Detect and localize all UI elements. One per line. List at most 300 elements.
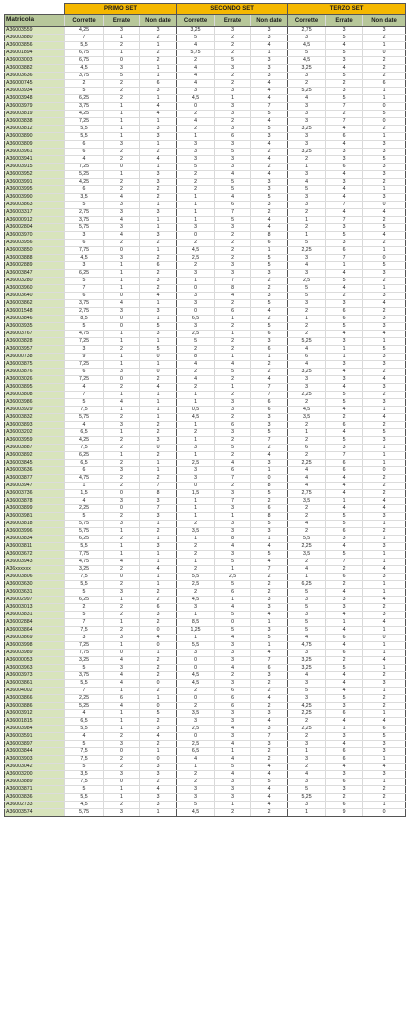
corrette-cell: 3,5 (177, 528, 215, 536)
table-row (5, 634, 406, 642)
corrette-cell: 4 (288, 672, 326, 680)
errate-cell: 2 (104, 156, 140, 164)
errate-cell: 4 (326, 209, 363, 217)
matricola-cell: A36003869 (5, 634, 65, 642)
errate-cell: 3 (215, 778, 251, 786)
non-date-cell: 6 (363, 725, 406, 733)
corrette-cell: 5 (65, 513, 104, 521)
table-row (5, 270, 406, 278)
non-date-cell: 3 (251, 57, 288, 65)
corrette-cell: 4 (177, 376, 215, 384)
table-row (5, 72, 406, 80)
non-date-cell: 4 (251, 771, 288, 779)
corrette-cell: 5 (288, 292, 326, 300)
non-date-cell: 2 (140, 186, 177, 194)
non-date-cell: 3 (251, 292, 288, 300)
non-date-cell: 5 (251, 110, 288, 118)
matricola-cell: A36003890 (5, 133, 65, 141)
errate-cell: 6 (215, 421, 251, 429)
table-row (5, 330, 406, 338)
non-date-cell: 3 (140, 87, 177, 95)
table-row (5, 57, 406, 65)
matricola-cell: A36003947 (5, 482, 65, 490)
non-date-cell: 2 (140, 475, 177, 483)
non-date-cell: 3 (363, 27, 406, 35)
non-date-cell: 2 (251, 581, 288, 589)
matricola-cell: A36003989 (5, 649, 65, 657)
corrette-cell: 5 (177, 801, 215, 809)
errate-cell: 5 (215, 611, 251, 619)
non-date-cell: 4 (363, 596, 406, 604)
non-date-cell: 1 (140, 467, 177, 475)
non-date-cell: 3 (251, 72, 288, 80)
matricola-cell: A36002884 (5, 619, 65, 627)
errate-cell: 2 (104, 239, 140, 247)
errate-cell: 2 (104, 801, 140, 809)
corrette-cell: 3 (288, 383, 326, 391)
corrette-cell: 4,5 (65, 801, 104, 809)
errate-cell: 1 (215, 383, 251, 391)
corrette-cell: 2 (177, 588, 215, 596)
corrette-cell: 5,5 (65, 581, 104, 589)
matricola-cell: A36003862 (5, 300, 65, 308)
errate-cell: 3 (326, 596, 363, 604)
errate-cell: 6 (215, 588, 251, 596)
corrette-cell: 1,25 (177, 626, 215, 634)
errate-cell: 1 (104, 718, 140, 726)
corrette-cell: 5,75 (65, 224, 104, 232)
errate-cell: 5 (326, 323, 363, 331)
corrette-cell: 2,25 (288, 247, 326, 255)
table-row (5, 315, 406, 323)
corrette-cell: 4 (288, 634, 326, 642)
non-date-cell: 4 (140, 634, 177, 642)
corrette-cell: 1 (177, 634, 215, 642)
non-date-cell: 2 (140, 254, 177, 262)
non-date-cell: 1 (140, 459, 177, 467)
table-row (5, 156, 406, 164)
non-date-cell: 0 (363, 49, 406, 57)
corrette-cell: 9 (65, 353, 104, 361)
non-date-cell: 1 (140, 406, 177, 414)
corrette-cell: 5 (65, 664, 104, 672)
errate-cell: 0 (104, 649, 140, 657)
non-date-cell: 3 (363, 140, 406, 148)
matricola-cell: A36003808 (5, 391, 65, 399)
table-row (5, 95, 406, 103)
errate-cell: 5 (326, 232, 363, 240)
corrette-cell: 2,5 (177, 254, 215, 262)
errate-cell: 4 (104, 232, 140, 240)
non-date-cell: 2 (251, 756, 288, 764)
grades-table (4, 3, 406, 817)
non-date-cell: 3 (363, 163, 406, 171)
corrette-cell: 1 (177, 505, 215, 513)
corrette-cell: 8 (177, 353, 215, 361)
non-date-cell: 1 (140, 520, 177, 528)
errate-cell: 3 (104, 497, 140, 505)
errate-cell: 1 (104, 361, 140, 369)
matricola-cell: A36003970 (5, 232, 65, 240)
non-date-cell: 2 (363, 482, 406, 490)
table-row (5, 695, 406, 703)
table-row (5, 672, 406, 680)
table-row (5, 763, 406, 771)
non-date-cell: 4 (251, 718, 288, 726)
errate-cell: 4 (326, 543, 363, 551)
non-date-cell: 1 (363, 642, 406, 650)
corrette-cell: 6 (65, 368, 104, 376)
corrette-cell: 1 (177, 399, 215, 407)
corrette-cell: 1 (288, 573, 326, 581)
errate-cell: 4 (326, 680, 363, 688)
corrette-cell: 4 (177, 361, 215, 369)
corrette-cell: 3,75 (65, 102, 104, 110)
matricola-cell: A36003818 (5, 520, 65, 528)
non-date-cell: 3 (363, 437, 406, 445)
corrette-cell: 7,5 (65, 444, 104, 452)
corrette-cell: 5 (288, 588, 326, 596)
corrette-cell: 4,75 (288, 642, 326, 650)
errate-cell: 3 (104, 740, 140, 748)
non-date-cell: 2 (251, 497, 288, 505)
matricola-cell: A36003630 (5, 581, 65, 589)
corrette-cell: 2 (288, 718, 326, 726)
corrette-cell: 5 (288, 687, 326, 695)
corrette-cell: 5 (177, 338, 215, 346)
matricola-cell: A36003845 (5, 459, 65, 467)
corrette-cell: 6 (65, 239, 104, 247)
corrette-cell: 5,5 (65, 125, 104, 133)
non-date-cell: 0 (140, 680, 177, 688)
corrette-cell: 6 (288, 444, 326, 452)
corrette-cell: 3 (288, 740, 326, 748)
non-date-cell: 4 (363, 763, 406, 771)
corrette-cell: 3 (288, 133, 326, 141)
non-date-cell: 1 (140, 748, 177, 756)
errate-cell: 4 (326, 642, 363, 650)
corrette-cell: 7 (65, 285, 104, 293)
corrette-cell: 2 (177, 520, 215, 528)
corrette-cell: 6 (65, 467, 104, 475)
non-date-cell: 0 (140, 626, 177, 634)
non-date-cell: 2 (363, 368, 406, 376)
corrette-cell: 6 (65, 292, 104, 300)
errate-cell: 5 (326, 277, 363, 285)
errate-cell: 4 (104, 216, 140, 224)
non-date-cell: 5 (251, 323, 288, 331)
corrette-cell: 3,25 (177, 27, 215, 35)
corrette-cell: 5 (65, 87, 104, 95)
matricola-cell: A36xxxxxx (5, 566, 65, 574)
errate-cell: 3 (215, 710, 251, 718)
matricola-cell: A36001548 (5, 307, 65, 315)
errate-cell: 4 (326, 270, 363, 278)
non-date-cell: 0 (363, 102, 406, 110)
non-date-cell: 3 (363, 680, 406, 688)
table-row (5, 27, 406, 35)
errate-cell: 2 (104, 535, 140, 543)
errate-cell: 1 (104, 262, 140, 270)
errate-cell: 1 (104, 171, 140, 179)
corrette-cell: 4,5 (288, 57, 326, 65)
corrette-cell: 4 (288, 475, 326, 483)
corrette-cell: 0 (177, 307, 215, 315)
errate-cell: 6 (215, 133, 251, 141)
corrette-cell: 2 (288, 307, 326, 315)
non-date-cell: 0 (363, 467, 406, 475)
errate-cell: 4 (326, 368, 363, 376)
errate-cell: 2 (104, 581, 140, 589)
corrette-cell: 6 (65, 186, 104, 194)
non-date-cell: 0 (363, 201, 406, 209)
non-date-cell: 4 (251, 763, 288, 771)
errate-cell: 2 (104, 626, 140, 634)
table-row (5, 216, 406, 224)
errate-cell: 2 (215, 72, 251, 80)
corrette-cell: 3 (177, 156, 215, 164)
non-date-cell: 7 (140, 505, 177, 513)
corrette-cell: 1 (177, 391, 215, 399)
non-date-cell: 1 (363, 558, 406, 566)
corrette-cell: 4 (177, 756, 215, 764)
corrette-cell: 1 (177, 209, 215, 217)
errate-cell: 3 (326, 27, 363, 35)
table-row (5, 642, 406, 650)
corrette-cell: 2 (288, 528, 326, 536)
matricola-cell: A36003200 (5, 771, 65, 779)
non-date-cell: 1 (363, 550, 406, 558)
column-header-non-date: Non date (251, 15, 288, 27)
non-date-cell: 2 (363, 421, 406, 429)
corrette-cell: 4,25 (65, 178, 104, 186)
corrette-cell: 4,5 (65, 64, 104, 72)
table-row (5, 399, 406, 407)
errate-cell: 4 (326, 718, 363, 726)
non-date-cell: 1 (140, 573, 177, 581)
errate-cell: 4 (104, 194, 140, 202)
errate-cell: 5 (326, 520, 363, 528)
corrette-cell: 1,5 (65, 490, 104, 498)
errate-cell: 1 (104, 619, 140, 627)
table-row (5, 596, 406, 604)
non-date-cell: 2 (140, 376, 177, 384)
table-row (5, 292, 406, 300)
errate-cell: 1 (104, 528, 140, 536)
corrette-cell: 2,75 (65, 209, 104, 217)
corrette-cell: 5,75 (177, 49, 215, 57)
errate-cell: 0 (215, 619, 251, 627)
errate-cell: 6 (326, 247, 363, 255)
non-date-cell: 4 (140, 292, 177, 300)
non-date-cell: 3 (251, 528, 288, 536)
errate-cell: 5 (326, 695, 363, 703)
non-date-cell: 4 (363, 718, 406, 726)
non-date-cell: 1 (140, 535, 177, 543)
errate-cell: 5 (215, 57, 251, 65)
non-date-cell: 1 (140, 300, 177, 308)
errate-cell: 5 (326, 34, 363, 42)
corrette-cell: 3 (177, 467, 215, 475)
errate-cell: 3 (326, 156, 363, 164)
matricola-cell: A36003995 (5, 186, 65, 194)
non-date-cell: 2 (140, 239, 177, 247)
non-date-cell: 5 (363, 345, 406, 353)
errate-cell: 2 (215, 376, 251, 384)
corrette-cell: 4 (177, 118, 215, 126)
non-date-cell: 3 (363, 194, 406, 202)
non-date-cell: 2 (251, 444, 288, 452)
errate-cell: 2 (215, 247, 251, 255)
corrette-cell: 3 (177, 323, 215, 331)
errate-cell: 2 (215, 232, 251, 240)
errate-cell: 2 (215, 80, 251, 88)
errate-cell: 2 (215, 338, 251, 346)
table-row (5, 718, 406, 726)
corrette-cell: 4,5 (177, 672, 215, 680)
errate-cell: 1 (215, 330, 251, 338)
errate-cell: 5 (326, 391, 363, 399)
table-row (5, 110, 406, 118)
matricola-cell: A36003998 (5, 642, 65, 650)
non-date-cell: 1 (140, 414, 177, 422)
non-date-cell: 1 (363, 95, 406, 103)
corrette-cell: 6,5 (65, 429, 104, 437)
errate-cell: 2 (104, 437, 140, 445)
matricola-cell: A36003959 (5, 437, 65, 445)
corrette-cell: 3 (177, 649, 215, 657)
corrette-cell: 1 (177, 763, 215, 771)
matricola-cell: A36003767 (5, 330, 65, 338)
matricola-cell: A36003847 (5, 270, 65, 278)
errate-cell: 1 (104, 118, 140, 126)
non-date-cell: 2 (140, 421, 177, 429)
matricola-cell: A36000053 (5, 657, 65, 665)
matricola-cell: A36003889 (5, 778, 65, 786)
errate-cell: 2 (215, 345, 251, 353)
errate-cell: 1 (104, 596, 140, 604)
corrette-cell: 1 (288, 216, 326, 224)
corrette-cell: 1 (288, 429, 326, 437)
non-date-cell: 1 (363, 133, 406, 141)
table-row (5, 163, 406, 171)
corrette-cell: 2 (288, 505, 326, 513)
errate-cell: 1 (215, 95, 251, 103)
errate-cell: 4 (215, 459, 251, 467)
non-date-cell: 7 (251, 383, 288, 391)
corrette-cell: 3 (288, 300, 326, 308)
errate-cell: 6 (326, 459, 363, 467)
errate-cell: 1 (104, 338, 140, 346)
corrette-cell: 3 (177, 270, 215, 278)
non-date-cell: 3 (251, 414, 288, 422)
non-date-cell: 4 (251, 156, 288, 164)
errate-cell: 2 (104, 459, 140, 467)
errate-cell: 2 (215, 482, 251, 490)
corrette-cell: 2 (288, 224, 326, 232)
non-date-cell: 6 (251, 345, 288, 353)
errate-cell: 5 (326, 72, 363, 80)
corrette-cell: 3,75 (65, 72, 104, 80)
table-row (5, 224, 406, 232)
non-date-cell: 3 (251, 186, 288, 194)
errate-cell: 1 (326, 619, 363, 627)
errate-cell: 2 (326, 566, 363, 574)
errate-cell: 4 (326, 687, 363, 695)
corrette-cell: 5 (177, 163, 215, 171)
non-date-cell: 4 (363, 209, 406, 217)
table-row (5, 771, 406, 779)
matricola-cell: A36003838 (5, 118, 65, 126)
non-date-cell: 1 (140, 247, 177, 255)
corrette-cell: 3 (288, 254, 326, 262)
non-date-cell: 5 (251, 778, 288, 786)
corrette-cell: 6,25 (65, 596, 104, 604)
errate-cell: 3 (104, 588, 140, 596)
non-date-cell: 5 (251, 254, 288, 262)
non-date-cell: 3 (140, 771, 177, 779)
errate-cell: 1 (215, 596, 251, 604)
errate-cell: 3 (104, 664, 140, 672)
corrette-cell: 5,5 (65, 680, 104, 688)
corrette-cell: 3,5 (288, 497, 326, 505)
non-date-cell: 1 (363, 87, 406, 95)
corrette-cell: 2 (177, 566, 215, 574)
non-date-cell: 2 (140, 34, 177, 42)
non-date-cell: 1 (363, 285, 406, 293)
non-date-cell: 4 (251, 95, 288, 103)
matricola-cell: A36003935 (5, 323, 65, 331)
table-row (5, 756, 406, 764)
table-row (5, 277, 406, 285)
non-date-cell: 4 (363, 657, 406, 665)
matricola-cell: A36003636 (5, 467, 65, 475)
errate-cell: 7 (215, 209, 251, 217)
errate-cell: 5 (104, 72, 140, 80)
corrette-cell: 5 (65, 740, 104, 748)
errate-cell: 3 (104, 421, 140, 429)
corrette-cell: 3 (177, 148, 215, 156)
non-date-cell: 2 (363, 72, 406, 80)
non-date-cell: 3 (251, 133, 288, 141)
non-date-cell: 2 (251, 573, 288, 581)
table-row (5, 64, 406, 72)
non-date-cell: 8 (140, 490, 177, 498)
errate-cell: 3 (215, 102, 251, 110)
corrette-cell: 3 (288, 171, 326, 179)
matricola-cell: A36003856 (5, 42, 65, 50)
table-row (5, 429, 406, 437)
table-row (5, 482, 406, 490)
non-date-cell: 3 (363, 315, 406, 323)
errate-cell: 6 (326, 710, 363, 718)
errate-cell: 0 (104, 323, 140, 331)
corrette-cell: 5,75 (65, 520, 104, 528)
table-row (5, 801, 406, 809)
table-row (5, 566, 406, 574)
errate-cell: 3 (326, 239, 363, 247)
errate-cell: 3 (215, 140, 251, 148)
corrette-cell: 3 (288, 801, 326, 809)
corrette-cell: 1 (177, 194, 215, 202)
errate-cell: 4 (326, 64, 363, 72)
non-date-cell: 4 (140, 110, 177, 118)
errate-cell: 1 (104, 406, 140, 414)
corrette-cell: 3 (288, 611, 326, 619)
errate-cell: 3 (104, 27, 140, 35)
matricola-cell: A36003591 (5, 733, 65, 741)
errate-cell: 7 (326, 102, 363, 110)
